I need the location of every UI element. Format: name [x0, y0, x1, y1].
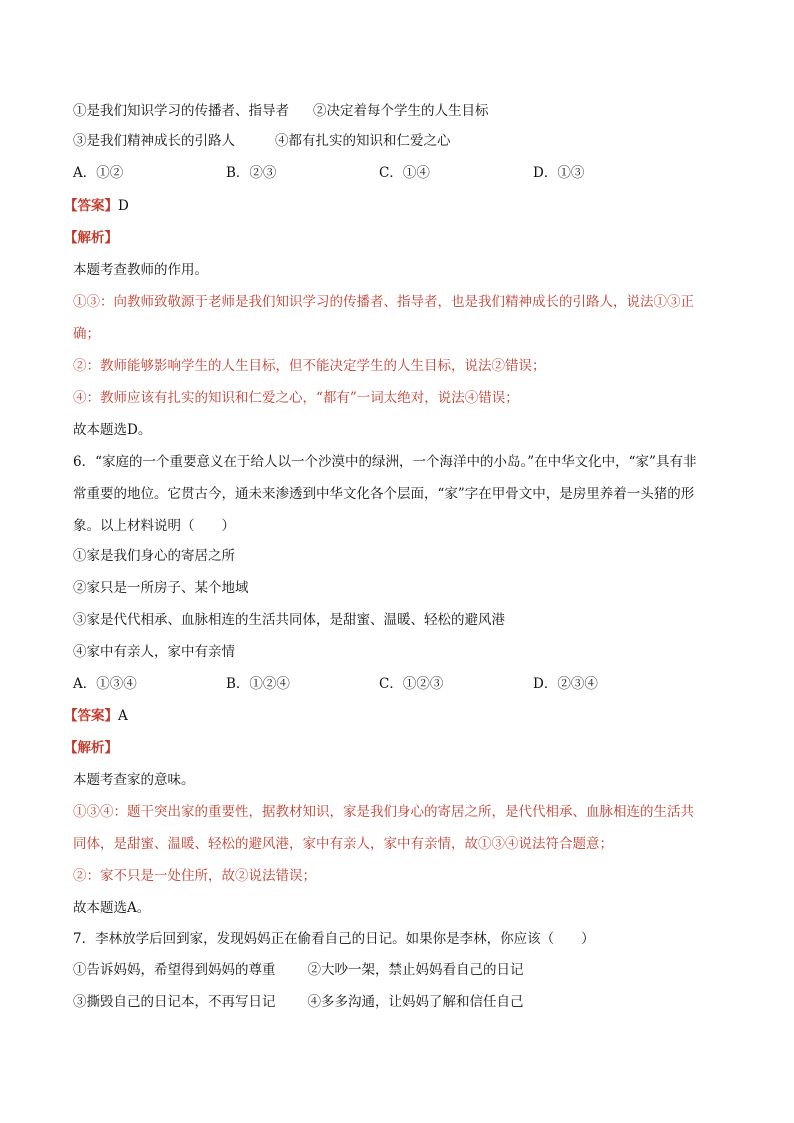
answer-tag: 【答案】	[64, 198, 118, 214]
q5-option-b: B．②③	[226, 165, 277, 181]
q5-statement-1: ①是我们知识学习的传播者、指导者	[73, 103, 289, 119]
answer-value: D	[118, 198, 129, 214]
q7-statements-row-1	[73, 960, 723, 980]
q6-explanation-2: 同体，是甜蜜、温暖、轻松的避风港，家中有亲人，家中有亲情，故①③④说法符合题意；	[73, 836, 613, 852]
q6-statement-2: ②家只是一所房子、某个地域	[73, 580, 249, 596]
q6-explanation-1: ①③④：题干突出家的重要性，据教材知识，家是我们身心的寄居之所，是代代相承、血脉相连的生活共	[73, 804, 694, 820]
q6-statement-3: ③家是代代相承、血脉相连的生活共同体，是甜蜜、温暖、轻松的避风港	[73, 612, 505, 628]
q5-conclusion: 故本题选D。	[73, 422, 152, 438]
q6-stem-line-3: 象。以上材料说明（ ）	[73, 518, 235, 534]
q5-explanation-3: ②：教师能够影响学生的人生目标，但不能决定学生的人生目标，说法②错误；	[73, 358, 546, 374]
q7-statement-1: ①告诉妈妈，希望得到妈妈的尊重	[73, 962, 276, 978]
q5-topic: 本题考查教师的作用。	[73, 262, 208, 278]
q6-topic: 本题考查家的意味。	[73, 772, 195, 788]
q5-option-c: C．①④	[379, 165, 430, 181]
q6-stem-line-1: 6．“家庭的一个重要意义在于给人以一个沙漠中的绿洲，一个海洋中的小岛。”在中华文化中，“家”具有非	[73, 454, 697, 470]
q5-explanation-1: ①③：向教师致敬源于老师是我们知识学习的传播者、指导者，也是我们精神成长的引路人，说法①③正	[73, 294, 694, 310]
q6-option-c: C．①②③	[379, 676, 444, 692]
q6-conclusion: 故本题选A。	[73, 900, 151, 916]
q7-statement-2: ②大吵一架，禁止妈妈看自己的日记	[307, 962, 524, 978]
q5-explanation-4: ④：教师应该有扎实的知识和仁爱之心，“都有”一词太绝对，说法④错误；	[73, 390, 519, 406]
answer-value: A	[118, 708, 128, 724]
answer-tag: 【答案】	[64, 708, 118, 724]
q5-statements-row-2	[73, 131, 723, 151]
q6-answer	[64, 706, 714, 726]
q7-statement-3: ③撕毁自己的日记本，不再写日记	[73, 994, 276, 1010]
q7-statements-row-2	[73, 992, 723, 1012]
q7-stem: 7．李林放学后回到家，发现妈妈正在偷看自己的日记。如果你是李林，你应该（ ）	[73, 931, 595, 947]
q6-statement-4: ④家中有亲人，家中有亲情	[73, 644, 235, 660]
q7-statement-4: ④多多沟通，让妈妈了解和信任自己	[307, 994, 524, 1010]
q6-statement-1: ①家是我们身心的寄居之所	[73, 548, 235, 564]
q6-analysis-tag: 【解析】	[64, 740, 118, 756]
q6-option-a: A．①③④	[73, 676, 137, 692]
q5-option-d: D．①③	[533, 165, 585, 181]
q5-option-a: A．①②	[73, 165, 124, 181]
q6-explanation-3: ②：家不只是一处住所，故②说法错误；	[73, 868, 316, 884]
q5-statement-3: ③是我们精神成长的引路人	[73, 133, 235, 149]
q5-answer	[64, 196, 714, 216]
q6-option-d: D．②③④	[533, 676, 598, 692]
q5-statements-row-1	[73, 101, 723, 121]
q5-statement-2: ②决定着每个学生的人生目标	[313, 103, 489, 119]
q5-explanation-2: 确；	[73, 326, 100, 342]
q5-statement-4: ④都有扎实的知识和仁爱之心	[275, 133, 451, 149]
q6-option-b: B．①②④	[226, 676, 290, 692]
q6-stem-line-2: 常重要的地位。它贯古今，通未来渗透到中华文化各个层面，“家”字在甲骨文中，是房里养着一头猪的形	[73, 486, 695, 502]
q5-analysis-tag: 【解析】	[64, 230, 118, 246]
